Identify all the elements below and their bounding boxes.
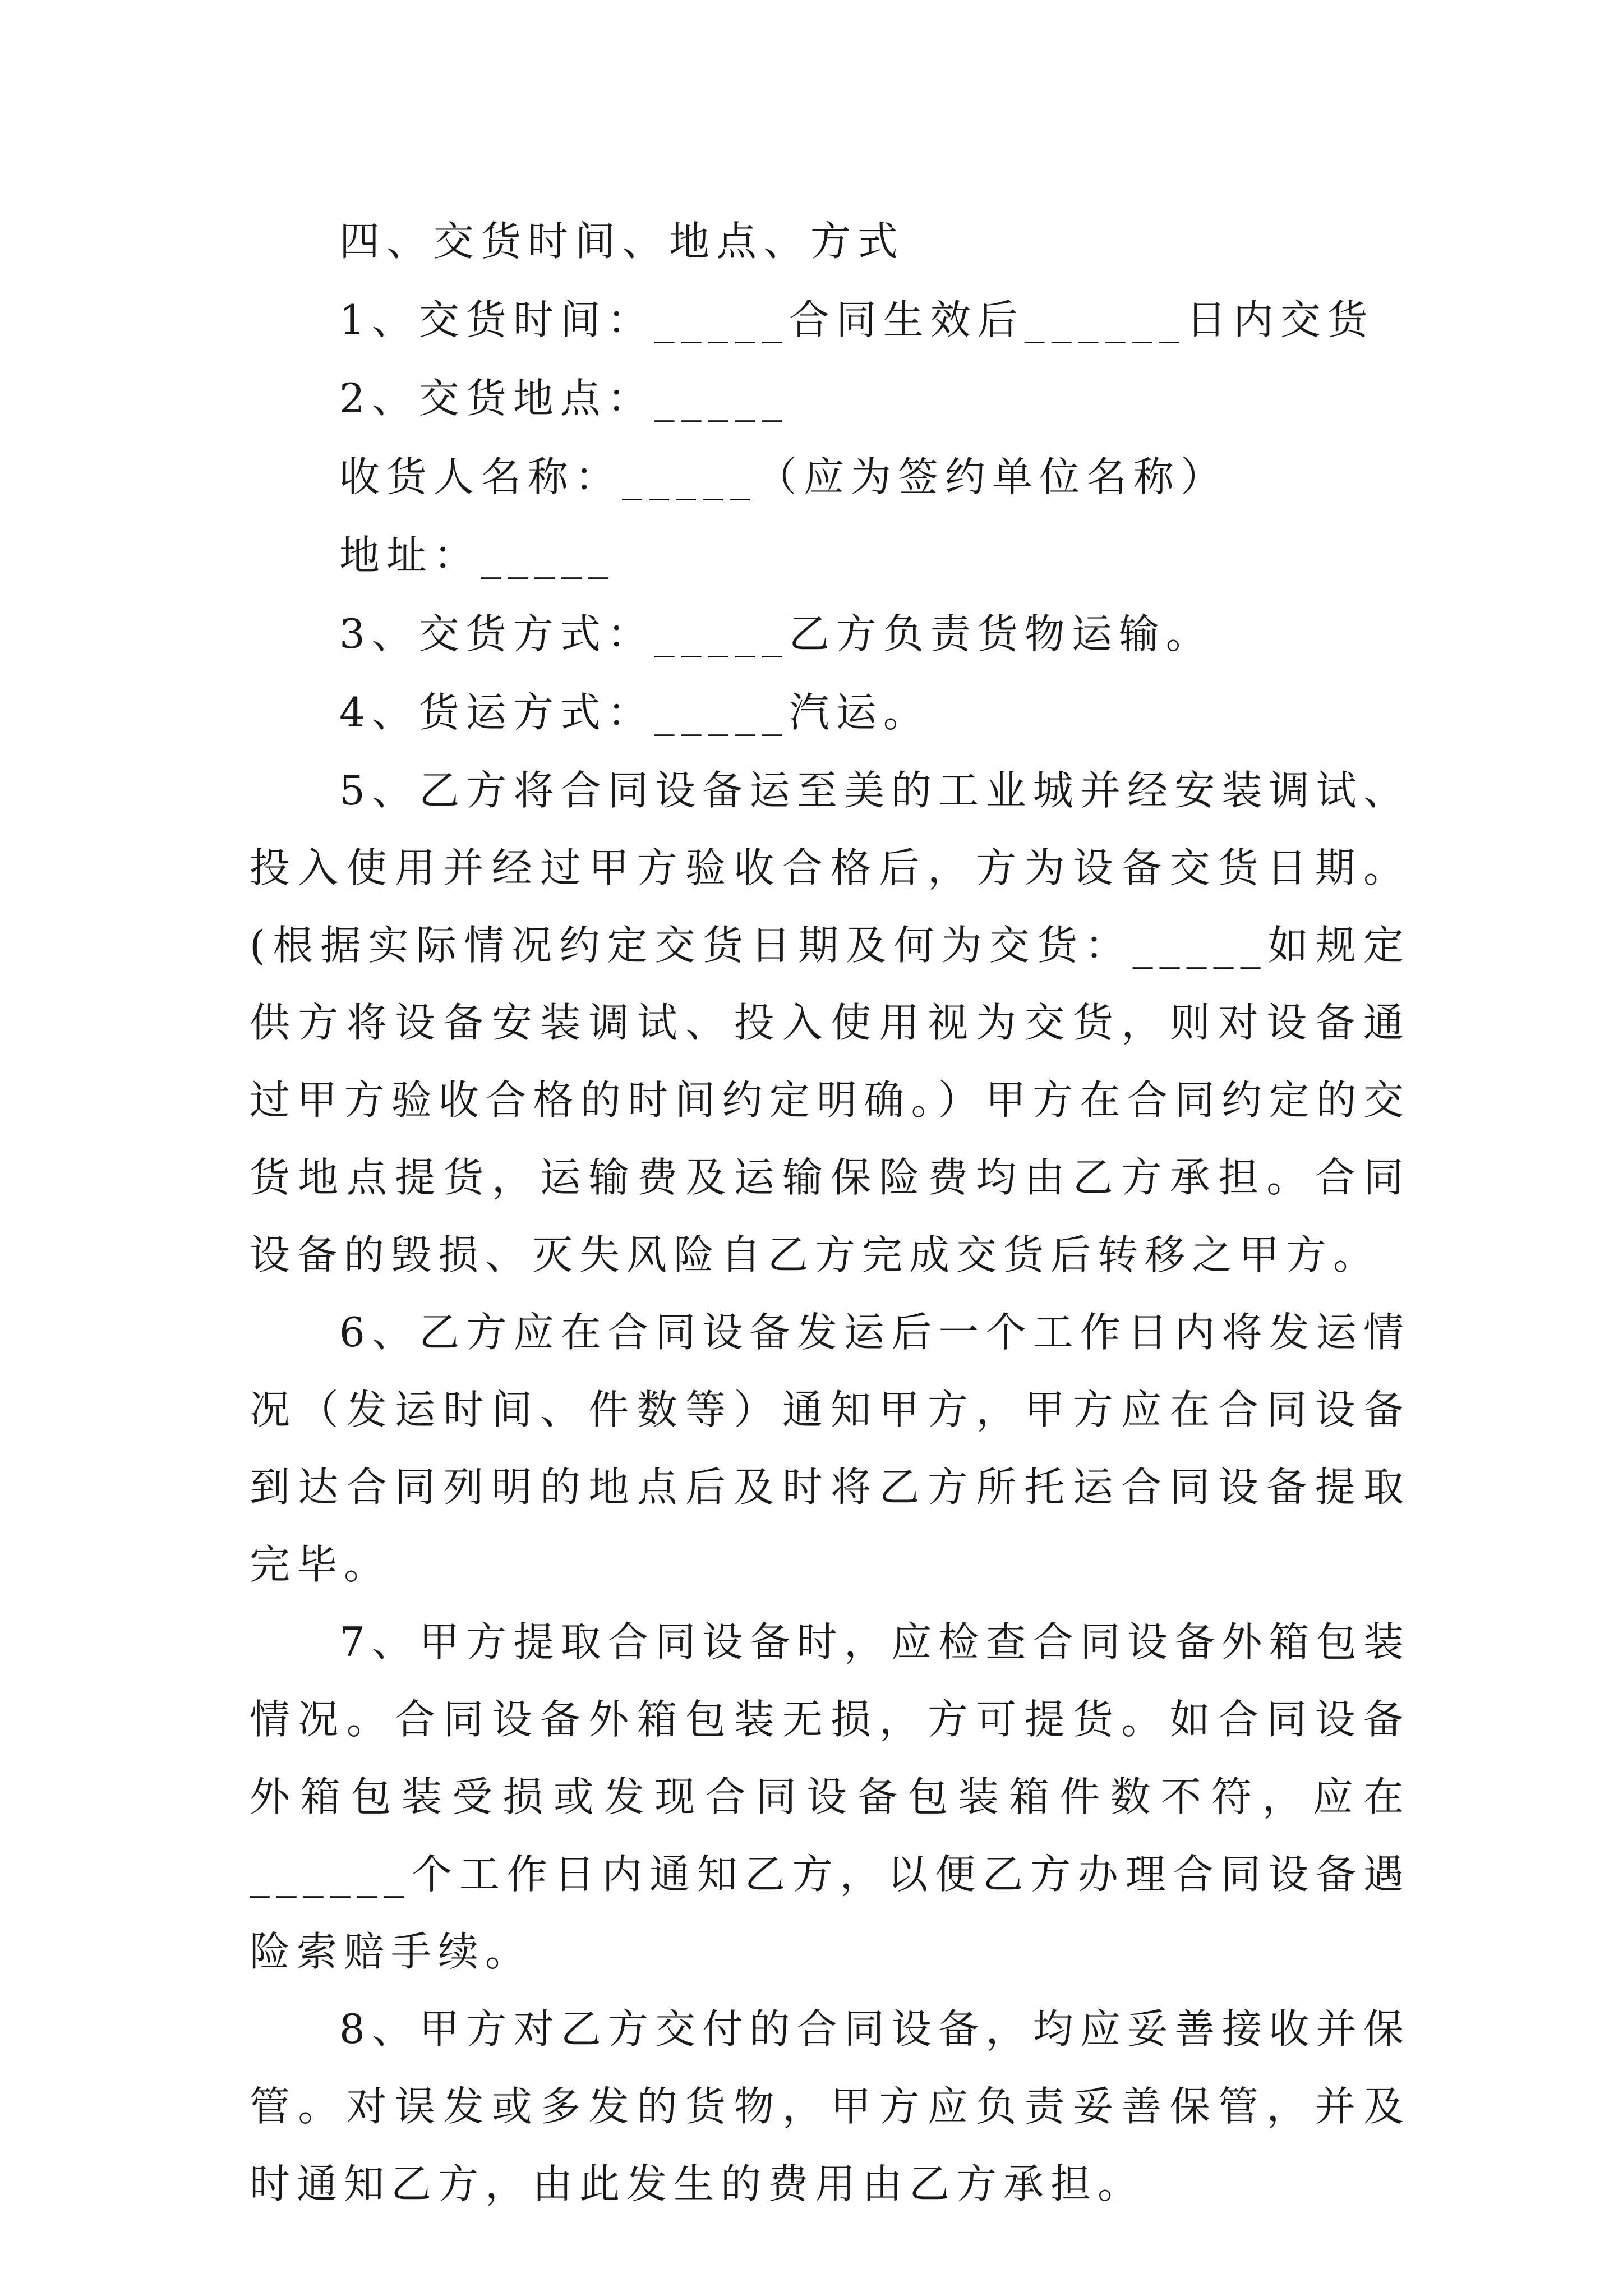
item-delivery-time: 1、交货时间：_____合同生效后______日内交货 xyxy=(339,296,1375,343)
item-delivery-method: 3、交货方式：_____乙方负责货物运输。 xyxy=(339,610,1213,657)
section-title: 四、交货时间、地点、方式 xyxy=(339,218,905,265)
item-consignee-name: 收货人名称：_____（应为签约单位名称） xyxy=(339,453,1228,500)
paragraph-6: 6、乙方应在合同设备发运后一个工作日内将发运情况（发运时间、件数等）通知甲方，甲方应在合同设备到达合同列明的地点后及时将乙方所托运合同设备提取完毕。 xyxy=(250,1309,1410,1588)
item-freight-method: 4、货运方式：_____汽运。 xyxy=(339,689,930,736)
paragraph-8: 8、甲方对乙方交付的合同设备，均应妥善接收并保管。对误发或多发的货物，甲方应负责妥善保管，并及时通知乙方，由此发生的费用由乙方承担。 xyxy=(250,2005,1410,2207)
document-page xyxy=(250,202,1410,2223)
paragraph-7: 7、甲方提取合同设备时，应检查合同设备外箱包装情况。合同设备外箱包装无损，方可提货。如合同设备外箱包装受损或发现合同设备包装箱件数不符，应在______个工作日内通知乙方，以便乙方办理合同设备遇险索赔手续。 xyxy=(250,1618,1410,1975)
item-delivery-place: 2、交货地点：_____ xyxy=(339,375,789,422)
paragraph-5: 5、乙方将合同设备运至美的工业城并经安装调试、投入使用并经过甲方验收合格后，方为设备交货日期。(根据实际情况约定交货日期及何为交货：_____如规定供方将设备安装调试、投入使用视为交货，则对设备通过甲方验收合格的时间约定明确。）甲方在合同约定的交货地点提货，运输费及运输保险费均由乙方承担。合同设备的毁损、灭失风险自乙方完成交货后转移之甲方。 xyxy=(250,767,1410,1278)
item-address: 地址：_____ xyxy=(339,532,616,579)
